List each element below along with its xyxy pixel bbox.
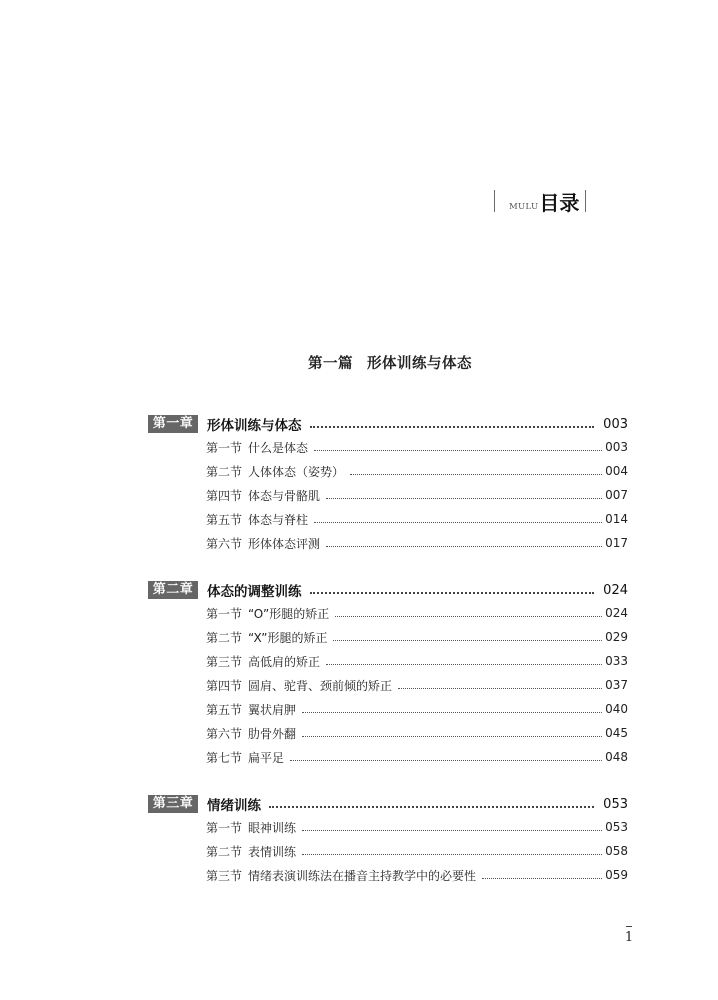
leader-dots <box>326 664 602 665</box>
chapter-title: 体态的调整训练 <box>207 584 302 600</box>
section-title: 形体体态评测 <box>248 536 321 551</box>
section-page: 029 <box>605 630 628 644</box>
section-title: “X”形腿的矫正 <box>248 630 328 645</box>
toc-section-row[interactable] <box>148 673 628 697</box>
section-title: 翼状肩胛 <box>248 702 297 717</box>
section-label: 第二节 <box>206 630 243 645</box>
chapter-3 <box>148 793 628 887</box>
section-page: 058 <box>605 844 628 858</box>
chapter-badge: 第三章 <box>148 795 198 813</box>
section-label: 第三节 <box>206 654 243 669</box>
chapter-badge: 第一章 <box>148 415 198 433</box>
section-title: 高低肩的矫正 <box>248 654 321 669</box>
chapter-badge: 第二章 <box>148 581 198 599</box>
part-title: 形体训练与体态 <box>367 356 472 372</box>
section-label: 第二节 <box>206 464 243 479</box>
section-page: 045 <box>605 726 628 740</box>
toc-section-row[interactable] <box>148 531 628 555</box>
toc-section-row[interactable] <box>148 459 628 483</box>
section-page: 017 <box>605 536 628 550</box>
section-label: 第三节 <box>206 868 243 883</box>
toc-section-row[interactable] <box>148 839 628 863</box>
leader-dots <box>302 736 602 737</box>
leader-dots <box>314 450 602 451</box>
section-title: 情绪表演训练法在播音主持教学中的必要性 <box>248 868 477 883</box>
section-page: 040 <box>605 702 628 716</box>
section-label: 第二节 <box>206 844 243 859</box>
leader-dots <box>290 760 602 761</box>
part-heading <box>0 352 718 373</box>
leader-dots <box>314 522 602 523</box>
chapter-1 <box>148 413 628 555</box>
toc-section-row[interactable] <box>148 745 628 769</box>
section-title: 扁平足 <box>248 750 285 765</box>
chapter-2 <box>148 579 628 769</box>
leader-dots <box>326 546 602 547</box>
section-title: 眼神训练 <box>248 820 297 835</box>
section-page: 048 <box>605 750 628 764</box>
section-page: 003 <box>605 440 628 454</box>
section-title: 人体体态（姿势） <box>248 464 345 479</box>
toc-title: 目录 <box>539 191 580 215</box>
leader-dots <box>333 640 602 641</box>
leader-dots <box>302 830 602 831</box>
section-page: 014 <box>605 512 628 526</box>
toc-section-row[interactable] <box>148 697 628 721</box>
section-page: 004 <box>605 464 628 478</box>
section-label: 第六节 <box>206 726 243 741</box>
leader-dots <box>310 426 595 428</box>
section-page: 037 <box>605 678 628 692</box>
section-title: “O”形腿的矫正 <box>248 606 330 621</box>
section-label: 第四节 <box>206 678 243 693</box>
section-label: 第五节 <box>206 512 243 527</box>
section-title: 肋骨外翻 <box>248 726 297 741</box>
section-page: 007 <box>605 488 628 502</box>
leader-dots <box>310 592 595 594</box>
chapter-page: 024 <box>603 582 628 598</box>
toc-section-row[interactable] <box>148 483 628 507</box>
leader-dots <box>326 498 602 499</box>
section-page: 059 <box>605 868 628 882</box>
leader-dots <box>302 712 602 713</box>
section-title: 什么是体态 <box>248 440 309 455</box>
leader-dots <box>335 616 602 617</box>
toc-section-row[interactable] <box>148 721 628 745</box>
section-label: 第四节 <box>206 488 243 503</box>
header-divider-right <box>585 190 586 212</box>
chapter-heading-row[interactable] <box>148 793 628 815</box>
chapter-heading-row[interactable] <box>148 579 628 601</box>
chapter-title: 形体训练与体态 <box>207 418 302 434</box>
leader-dots <box>482 878 602 879</box>
leader-dots <box>350 474 602 475</box>
toc-section-row[interactable] <box>148 625 628 649</box>
toc-section-row[interactable] <box>148 649 628 673</box>
chapter-title: 情绪训练 <box>207 798 261 814</box>
header-divider-left <box>494 190 495 212</box>
leader-dots <box>302 854 602 855</box>
section-title: 体态与骨骼肌 <box>248 488 321 503</box>
section-title: 体态与脊柱 <box>248 512 309 527</box>
leader-dots <box>398 688 602 689</box>
section-label: 第一节 <box>206 820 243 835</box>
section-label: 第五节 <box>206 702 243 717</box>
chapter-page: 003 <box>603 416 628 432</box>
section-label: 第一节 <box>206 606 243 621</box>
section-title: 表情训练 <box>248 844 297 859</box>
toc-section-row[interactable] <box>148 815 628 839</box>
mulu-label: MULU <box>509 202 539 212</box>
section-title: 圆肩、驼背、颈前倾的矫正 <box>248 678 393 693</box>
section-page: 053 <box>605 820 628 834</box>
section-label: 第七节 <box>206 750 243 765</box>
leader-dots <box>269 806 594 808</box>
toc-section-row[interactable] <box>148 507 628 531</box>
section-label: 第六节 <box>206 536 243 551</box>
toc-section-row[interactable] <box>148 435 628 459</box>
chapter-page: 053 <box>603 796 628 812</box>
toc-section-row[interactable] <box>148 863 628 887</box>
toc-section-row[interactable] <box>148 601 628 625</box>
section-page: 033 <box>605 654 628 668</box>
toc-header <box>494 186 586 214</box>
folio-mark <box>626 926 632 927</box>
section-page: 024 <box>605 606 628 620</box>
chapter-heading-row[interactable] <box>148 413 628 435</box>
page-number: 1 <box>624 930 634 945</box>
part-label: 第一篇 <box>308 356 353 372</box>
section-label: 第一节 <box>206 440 243 455</box>
